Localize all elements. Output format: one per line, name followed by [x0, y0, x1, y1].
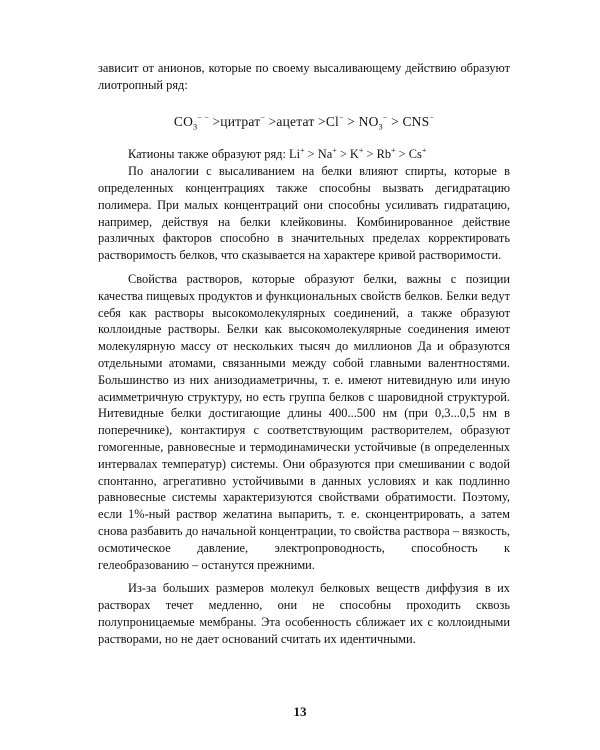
cation-series: Катионы также образуют ряд: Li+ > Na+ > K+ > Rb+ > Cs+	[128, 146, 427, 162]
lithium-ion: Li+	[289, 146, 305, 162]
lyotropic-anion-series: $CO_3^{- -}$ >цитрат− >ацетат $>Cl^- > NO_3^- > CNS^-$	[173, 113, 435, 132]
potassium-ion: K+	[349, 146, 364, 162]
page-number: 13	[293, 704, 307, 719]
rubidium-ion: Rb+	[376, 146, 396, 162]
chloride-ion: Cl−	[325, 113, 344, 129]
sodium-ion: Na+	[317, 146, 337, 162]
thiocyanate-ion: CNS−	[402, 113, 435, 129]
nitrate-ion: $NO_3^-$	[358, 113, 388, 132]
main-text	[98, 60, 510, 648]
acetate-ion: ацетат	[276, 113, 315, 129]
paragraph-diffusion: Из-за больших размеров молекул белковых веществ диффузия в их растворах течет медленно, они не способны проходить сквозь полупроницаемые мембраны. Эта особенность сближает их с коллоидными растворами, но не дает оснований считать их идентичными.	[98, 581, 510, 646]
paragraph-alcohols: По аналогии с высаливанием на белки влияют спирты, которые в определенных концентрациях также способны вызвать дегидратацию полимера. При малых концентраций они способны усиливать гидратацию, например, действуя на белки клейковины. Комбинированное действие различных факторов способно в значительных пределах корректировать растворимость белков, что сказывается на характере кривой растворимости.	[98, 164, 510, 263]
paragraph-anions-intro: зависит от анионов, которые по своему высаливающему действию образуют лиотропный ряд:	[98, 61, 510, 92]
citrate-ion: цитрат−	[220, 113, 266, 129]
paragraph-solution-properties: Свойства растворов, которые образуют белки, важны с позиции качества пищевых продуктов и функциональных свойств белков. Белки ведут себя как растворы высокомолекулярных соединений, а также образуют коллоидные растворы. Белки как высокомолекулярные соединения имеют молекулярную массу от нескольких тысяч до миллионов Да и образуются отдельными атомами, связанными между собой главными валентностями. Большинство из них анизодиаметричны, т. е. имеют нитевидную или иную асимметричную структуру, но есть группа белков с шаровидной структурой. Нитевидные белки достигающие длины 400...500 нм (при 0,3...0,5 нм в поперечнике), контактируя с соответствующим растворителем, образуют гомогенные, равновесные и термодинамически устойчивые (в определенных интервалах температур) системы. Они образуются при смешивании с водой спонтанно, агрегативно устойчивыми в данных условиях и как подлинно равновесные системы характеризуются свойствами обратимости. Поэтому, если 1%-ный раствор желатина выпарить, т. е. сконцентрировать, а затем снова разбавить до начальной концентрации, то свойства раствора – вязкость, осмотическое давление, электропроводность, способность к гелеобразованию – останутся прежними.	[98, 271, 510, 572]
carbonate-ion: $CO_3^{- -}$	[173, 113, 209, 132]
cesium-ion: Cs+	[408, 146, 427, 162]
